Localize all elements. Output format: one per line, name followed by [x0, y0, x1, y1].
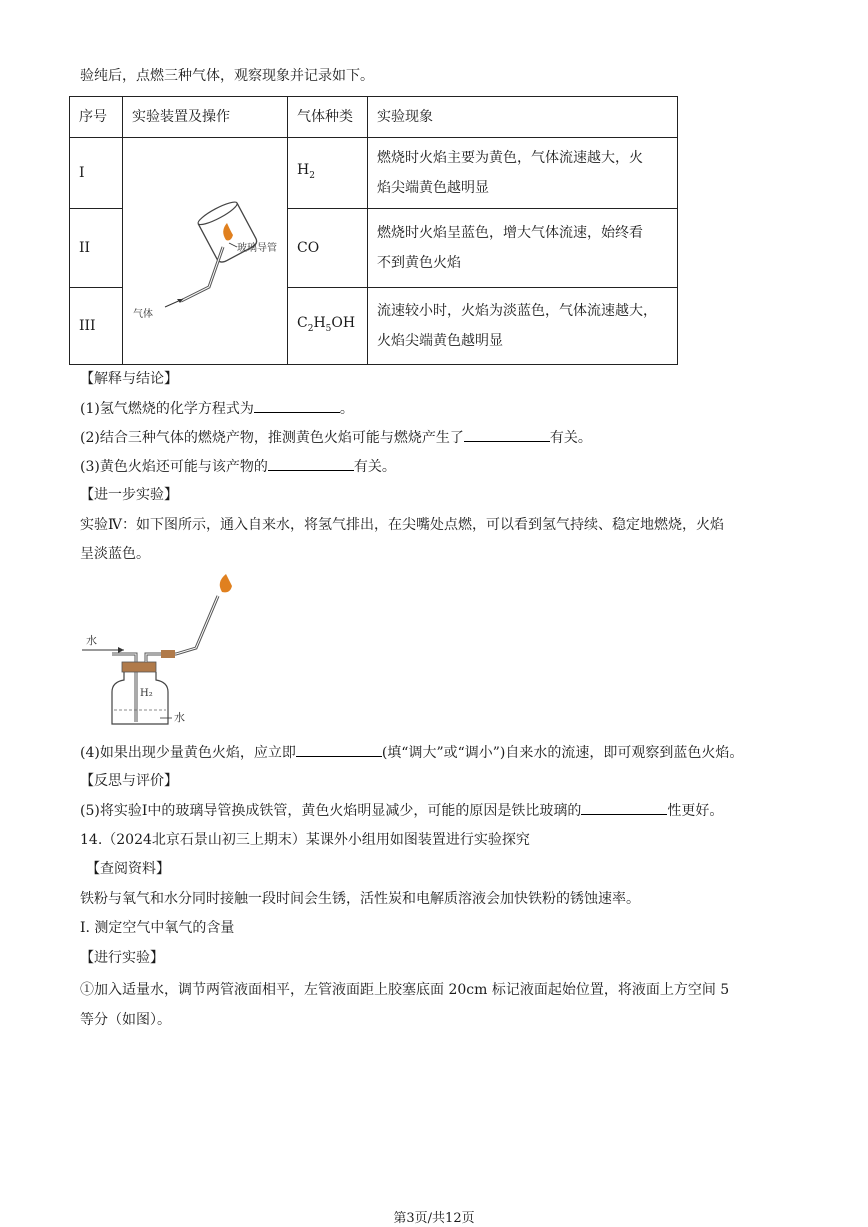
gas-label: H₂: [140, 688, 153, 699]
experiment-4-text: 实验Ⅳ：如下图所示，通入自来水，将氢气排出，在尖嘴处点燃，可以看到氢气持续、稳定地燃烧，火焰: [80, 517, 724, 533]
question-text: 性更好。: [667, 803, 724, 819]
answer-blank[interactable]: [464, 427, 550, 442]
section-lookup: 【查阅资料】: [86, 861, 170, 877]
phenomenon-line: 火焰尖端黄色越明显: [377, 333, 503, 349]
table-row: [70, 138, 678, 209]
experiment-4-text: 呈淡蓝色。: [80, 546, 150, 562]
question-text: (5)将实验I中的玻璃导管换成铁管，黄色火焰明显减少，可能的原因是铁比玻璃的: [80, 803, 582, 819]
question-text: 有关。: [353, 459, 396, 475]
question-text: (4)如果出现少量黄色火焰，应立即: [80, 745, 296, 761]
question-text: (填“调大”或“调小”)自来水的流速，即可观察到蓝色火焰。: [381, 745, 744, 761]
formula-part: OH: [331, 315, 356, 332]
experiment-table: [69, 96, 678, 365]
question-text: (3)黄色火焰还可能与该产物的: [80, 459, 268, 475]
formula-sub: 5: [325, 323, 332, 334]
answer-blank[interactable]: [268, 456, 354, 471]
lookup-text: 铁粉与氧气和水分同时接触一段时间会生锈，活性炭和电解质溶液会加快铁粉的锈蚀速率。: [80, 891, 640, 907]
question-text: (2)结合三种气体的燃烧产物，推测黄色火焰可能与燃烧产生了: [80, 430, 464, 446]
burner-apparatus-figure: [123, 139, 287, 363]
formula-part: H: [313, 315, 326, 332]
question-3: [80, 456, 396, 477]
phenomenon-line: 流速较小时，火焰为淡蓝色，气体流速越大，: [377, 303, 657, 319]
part-1-title: I. 测定空气中氧气的含量: [80, 920, 235, 936]
question-1: [80, 398, 354, 419]
gas-subscript: 2: [309, 170, 315, 181]
phenomenon-line: 燃烧时火焰主要为黄色，气体流速越大，火: [377, 150, 643, 166]
gas-type-ethanol: [288, 288, 368, 365]
step-1-text: ①加入适量水，调节两管液面相平，左管液面距上胶塞底面 20cm 标记液面起始位置，将液面上方空间 5: [80, 982, 730, 998]
question-14-title: 14.（2024北京石景山初三上期末）某课外小组用如图装置进行实验探究: [80, 832, 530, 848]
page-number: 第3页/共12页: [393, 1211, 475, 1226]
section-do-experiment: 【进行实验】: [80, 950, 164, 966]
header-no: 序号: [70, 97, 123, 138]
question-text: 。: [339, 401, 354, 417]
phenomenon-line: 燃烧时火焰呈蓝色，增大气体流速，始终看: [377, 225, 643, 241]
header-apparatus: 实验装置及操作: [123, 97, 288, 138]
glass-tube-label: 玻璃导管: [237, 243, 277, 254]
phenomenon-cell: [368, 209, 678, 288]
section-further: 【进一步实验】: [80, 487, 178, 503]
section-reflect: 【反思与评价】: [80, 773, 178, 789]
gas-formula: H: [297, 162, 310, 179]
step-1-text: 等分（如图）。: [80, 1012, 171, 1028]
apparatus-figure-cell: [123, 138, 288, 365]
water-inlet-label: 水: [86, 634, 97, 647]
answer-blank[interactable]: [296, 742, 382, 757]
intro-text: 验纯后，点燃三种气体，观察现象并记录如下。: [80, 68, 374, 84]
phenomenon-cell: [368, 138, 678, 209]
question-4: [80, 742, 743, 763]
question-text: (1)氢气燃烧的化学方程式为: [80, 401, 254, 417]
gas-type-co: CO: [288, 209, 368, 288]
row-no: I: [70, 138, 123, 209]
question-text: 有关。: [549, 430, 592, 446]
header-gas: 气体种类: [288, 97, 368, 138]
row-no: III: [70, 288, 123, 365]
water-label: 水: [174, 711, 185, 724]
phenomenon-cell: [368, 288, 678, 365]
phenomenon-line: 焰尖端黄色越明显: [377, 180, 489, 196]
formula-sub: 2: [307, 323, 314, 334]
header-phenomenon: 实验现象: [368, 97, 678, 138]
gas-bottle-apparatus-figure: [76, 572, 276, 732]
question-5: [80, 800, 723, 821]
row-no: II: [70, 209, 123, 288]
phenomenon-line: 不到黄色火焰: [377, 255, 461, 271]
gas-type-h2: [288, 138, 368, 209]
formula-part: C: [297, 315, 308, 332]
answer-blank[interactable]: [254, 398, 340, 413]
gas-label: 气体: [133, 309, 153, 320]
answer-blank[interactable]: [581, 800, 667, 815]
section-conclusion: 【解释与结论】: [80, 371, 178, 387]
question-2: [80, 427, 592, 448]
table-header-row: [70, 97, 678, 138]
